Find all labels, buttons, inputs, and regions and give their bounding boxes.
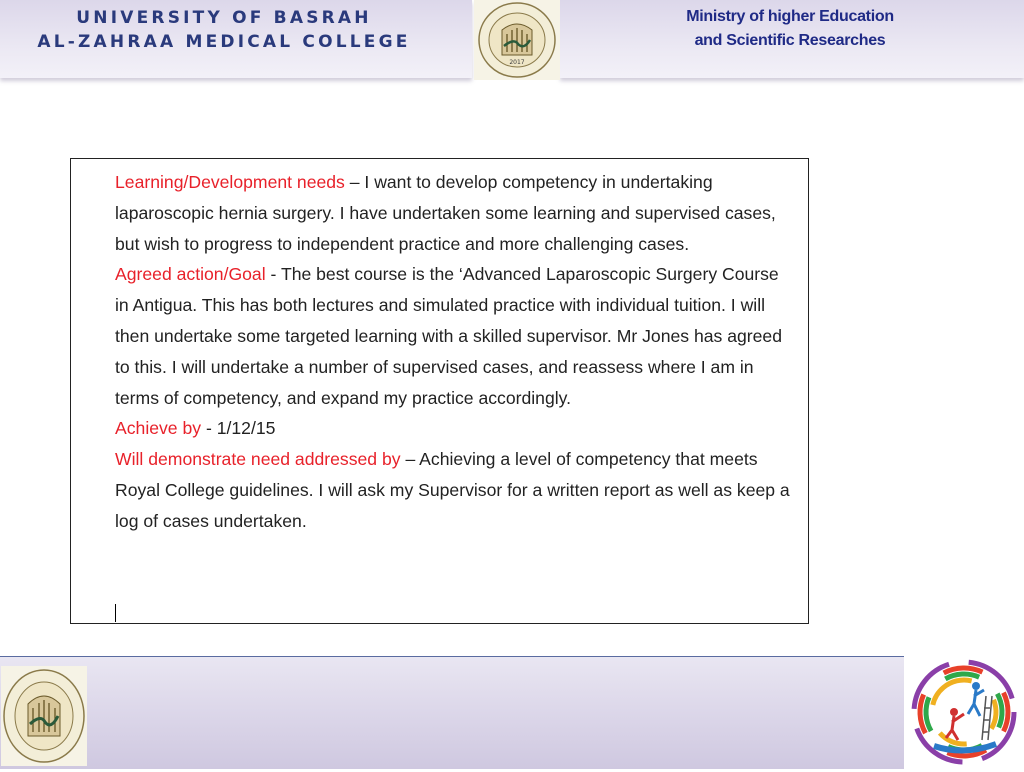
college-logo-bottom: [1, 666, 87, 766]
ministry-line-2: and Scientific Researches: [694, 32, 886, 49]
development-plan-document: [70, 158, 809, 624]
section-text: – I want to develop competency in undertaking laparoscopic hernia surgery. I have undertaken some learning and supervised cases, but wish to progress to independent practice and more challenging cases.: [115, 172, 776, 254]
section-text: - The best course is the ‘Advanced Laparoscopic Surgery Course in Antigua. This has both lectures and simulated practice with individual tuition. I will then undertake some targeted learning with a skilled supervisor. Mr Jones has agreed to this. I will undertake a number of supervised cases, and reassess where I am in terms of competency, and expand my practice accordingly.: [115, 264, 782, 408]
logo-year: 2017: [509, 59, 525, 66]
section-learning-needs: [115, 167, 795, 259]
section-text: - 1/12/15: [201, 418, 276, 439]
section-label: Learning/Development needs: [115, 172, 345, 192]
text-cursor[interactable]: [115, 604, 116, 622]
college-seal-icon: [474, 0, 560, 80]
section-demonstrate: [115, 444, 795, 536]
section-agreed-action: [115, 259, 795, 413]
college-name: AL-ZAHRAA MEDICAL COLLEGE: [37, 32, 411, 52]
university-name: UNIVERSITY OF BASRAH: [76, 8, 372, 28]
section-label: Achieve by: [115, 418, 202, 439]
partner-logo: [904, 656, 1024, 768]
climbing-team-icon: [904, 656, 1024, 768]
section-label: Will demonstrate need addressed by: [115, 449, 401, 470]
college-logo-top: [474, 0, 560, 80]
ministry-line-1: Ministry of higher Education: [686, 8, 894, 25]
document-body: [115, 167, 795, 537]
college-seal-icon: [1, 666, 87, 766]
section-text: – Achieving a level of competency that meets Royal College guidelines. I will ask my Supervisor for a written report as well as keep a log of cases undertaken.: [115, 449, 790, 531]
section-achieve-by: [115, 413, 795, 444]
footer-band: [0, 656, 904, 769]
section-label: Agreed action/Goal: [115, 264, 266, 285]
